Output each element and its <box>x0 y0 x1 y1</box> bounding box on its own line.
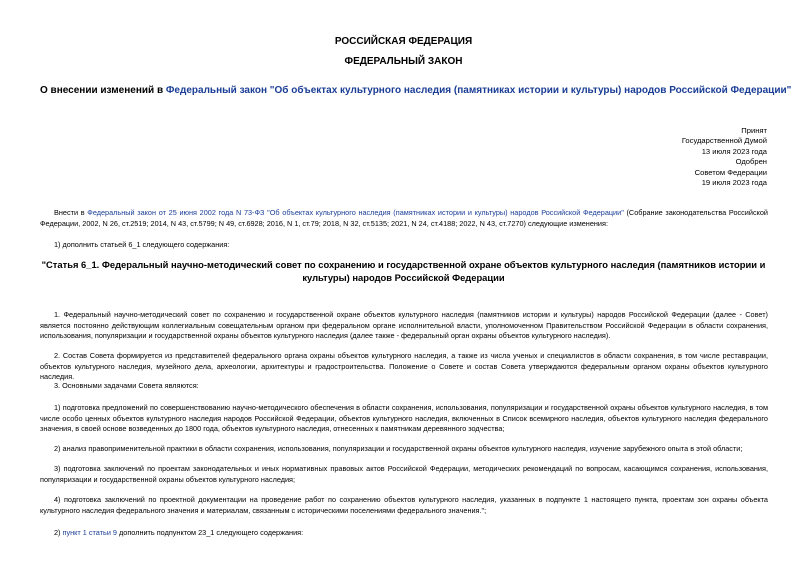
adoption-line: 19 июля 2023 года <box>701 178 767 188</box>
item-2-link[interactable]: пункт 1 статьи 9 <box>62 528 117 537</box>
law-title-prefix: О внесении изменений в <box>40 85 166 96</box>
adoption-block <box>567 126 767 188</box>
intro-prefix: Внести в <box>54 208 88 217</box>
paragraph-3-1: 1) подготовка предложений по совершенствованию научно-методического обеспечения в области сохранения, использования, популяризации и государственной охраны объектов культурного наследия, в том числе особо ценных объектов культурного наследия народов Российской Федерации, объектов культурного наследия, включенных в Список всемирного наследия, объектов культурного наследия федерального значения, в своей основе возведенных до 1800 года, объектов культурного наследия, отнесенных к памятникам деревянного зодчества; <box>40 403 768 434</box>
paragraph-3-2: 2) анализ правоприменительной практики в области сохранения, использования, популяризации и государственной охраны объектов культурного наследия, изучение зарубежного опыта в этой области; <box>54 444 743 453</box>
intro-law-link[interactable]: Федеральный закон от 25 июня 2002 года N 73-ФЗ "Об объектах культурного наследия (памятниках истории и культуры) народов Российской Федерации" <box>87 208 624 217</box>
item-2-suffix: дополнить подпунктом 23_1 следующего содержания: <box>117 528 304 537</box>
item-1: 1) дополнить статьей 6_1 следующего содержания: <box>54 240 230 249</box>
intro-suffix: (Собрание законодательства Российской Федерации, 2002, N 26, ст.2519; 2014, N 43, ст.5799; N 49, ст.6928; 2016, N 1, ст.79; 2018, N 32, ст.5135; 2021, N 24, ст.4188; 2022, N 43, ст.7270) следующие изменения: <box>40 208 769 228</box>
paragraph-3-3: 3) подготовка заключений по проектам законодательных и иных нормативных правовых актов Российской Федерации, методических рекомендаций по вопросам, касающимся сохранения, использования, популяризации и государственной охраны объектов культурного наследия; <box>40 464 768 484</box>
adoption-line: 13 июля 2023 года <box>701 146 767 156</box>
intro-paragraph <box>40 208 768 229</box>
adoption-line: Принят <box>741 126 767 135</box>
paragraph-1: 1. Федеральный научно-методический совет по сохранению и государственной охране объектов культурного наследия (памятников истории и культуры) народов Российской Федерации (далее - Совет) является постоянно действующим коллегиальным совещательным органом при федеральном органе исполнительной власти, уполномоченном Правительством Российской Федерации в области сохранения, использования, популяризации и государственной охраны объектов культурного наследия (далее также - федеральный орган охраны объектов культурного наследия). <box>40 310 768 341</box>
law-title <box>40 85 792 96</box>
item-2 <box>40 528 768 539</box>
paragraph-3: 3. Основными задачами Совета являются: <box>54 381 199 390</box>
adoption-line: Одобрен <box>735 157 767 167</box>
law-title-link[interactable]: Федеральный закон "Об объектах культурного наследия (памятниках истории и культуры) народов Российской Федерации" <box>165 85 792 96</box>
country-heading: РОССИЙСКАЯ ФЕДЕРАЦИЯ <box>334 36 473 47</box>
adoption-line: Государственной Думой <box>681 136 767 146</box>
paragraph-2: 2. Состав Совета формируется из представителей федерального органа охраны объектов культурного наследия, а также из числа ученых и специалистов в области сохранения, в том числе реставрации, объектов культурного наследия, музейного дела, археологии, архитектуры и градостроительства. Положение о Совете и состав Совета утверждаются федеральным органом охраны объектов культурного наследия. <box>40 351 768 382</box>
article-title: "Статья 6_1. Федеральный научно-методический совет по сохранению и государственной охране объектов культурного наследия (памятников истории и культуры) народов Российской Федерации <box>41 259 766 283</box>
adoption-line: Советом Федерации <box>694 167 767 177</box>
law-type-heading: ФЕДЕРАЛЬНЫЙ ЗАКОН <box>344 56 463 67</box>
paragraph-3-4: 4) подготовка заключений по проектной документации на проведение работ по сохранению объектов культурного наследия, указанных в подпункте 1 настоящего пункта, проектам зон охраны объекта культурного наследия федерального значения и материалам, связанным с историческими поселениями федерального значения."; <box>40 495 768 515</box>
item-2-prefix: 2) <box>54 528 63 537</box>
